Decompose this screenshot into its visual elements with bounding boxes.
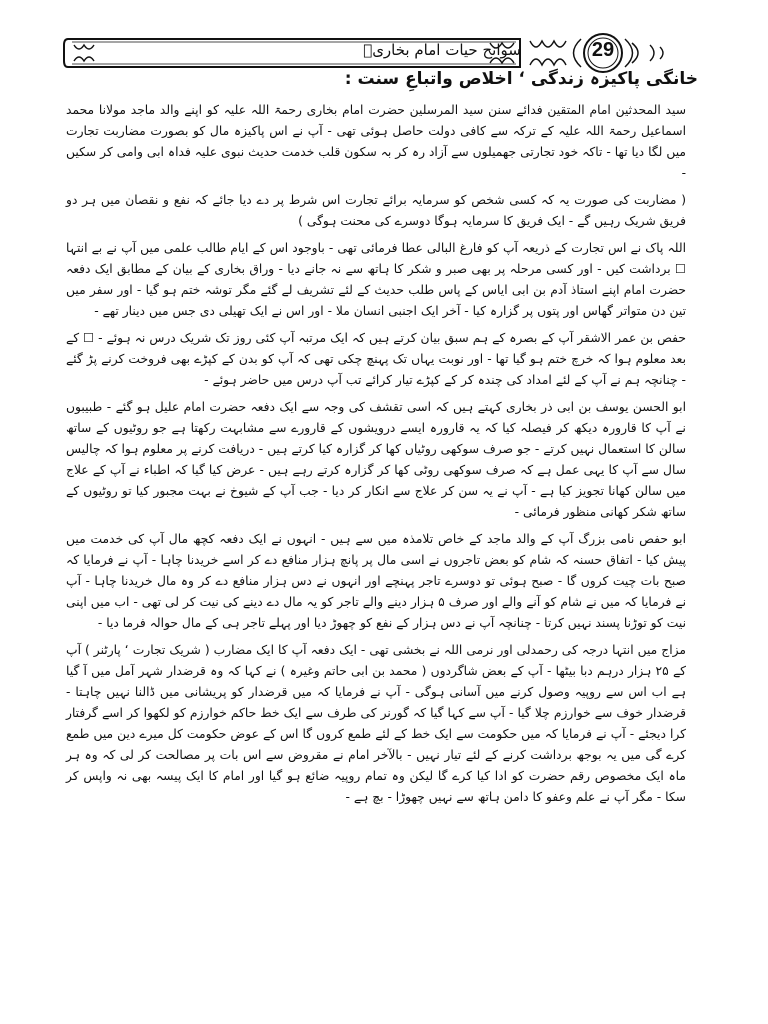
paragraph: ( مضاربت کی صورت یہ کہ کسی شخص کو سرمایہ برائے تجارت اس شرط پر دے دیا جائے کہ نفع و نقصان میں ہر دو فریق شریک رہیں گے - ایک فریق کا سرمایہ ہوگا دوسرے کی محنت ہوگی ) <box>66 193 686 228</box>
paragraph: ابو الحسن یوسف بن ابی ذر بخاری کہتے ہیں کہ اسی تقشف کی وجہ سے ایک دفعہ حضرت امام علیل ہو گئے - طبیبوں نے آپ کا قارورہ دیکھ کر فیصلہ کیا کہ یہ قارورہ ایسے درویشوں کے قارورے سے مشابہت رکھتا ہے جو روٹیوں کے ساتھ سالن کا استعمال نہیں کرتے - جو صرف سوکھی روٹیاں کھا کر گزارہ کیا کرتے ہیں - دریافت کرنے پر معلوم ہوا کہ چالیس سال سے آپ کا یہی عمل ہے کہ صرف سوکھی روٹی کھا کر گزارہ کرتے رہے ہیں - عرض کیا گیا کہ اطباء نے آپ کے علاج میں سالن کھانا تجویز کیا ہے - آپ نے یہ سن کر علاج سے انکار کر دیا - جب آپ کے شیوخ نے بہت مجبور کیا تو روٹیوں کے ساتھ شکر کھانی منظور فرمائی - <box>66 400 686 519</box>
paragraph: اللہ پاک نے اس تجارت کے ذریعہ آپ کو فارغ البالی عطا فرمائی تھی - باوجود اس کے ایام طالب علمی میں آپ نے بے انتہا ☐ برداشت کیں - اور کسی مرحلہ پر بھی صبر و شکر کا ہاتھ سے نہ جانے دیا - وراق بخاری کے بیان کے مطابق ایک دفعہ حضرت امام اپنے استاذ آدم بن ابی ایاس کے پاس طلب حدیث کے لئے تشریف لے گئے مگر توشہ ختم ہو گیا - اور سفر میں تین دن متواتر گھاس اور پتوں پر گزارہ کیا - آخر ایک اجنبی انسان ملا - اور اس نے ایک تھیلی دی جس میں دینار تھے - <box>66 241 686 318</box>
body-text <box>66 100 686 814</box>
paragraph: ابو حفص نامی بزرگ آپ کے والد ماجد کے خاص تلامذہ میں سے ہیں - انہوں نے ایک دفعہ کچھ مال آپ کی خدمت میں پیش کیا - اتفاق حسنہ کہ شام کو بعض تاجروں نے اسی مال پر پانچ ہزار منافع دے کر اسے خریدنا چاہا - آپ نے فرمایا کہ صبح بات چیت کروں گا - صبح ہوئی تو دوسرے تاجر پہنچے اور انہوں نے دس ہزار منافع دے کر وہ مال خریدنا چاہا - آپ نے فرمایا کہ میں نے شام کو آنے والے اور صرف ۵ ہزار دینے والے تاجر کو یہ مال دے دینے کی نیت کر لی تھی - اب میں اپنی نیت کو توڑنا پسند نہیں کرتا - چنانچہ آپ نے دس ہزار کے نفع کو چھوڑ دیا اور پہلے تاجر ہی کے مال حوالہ فرما دیا - <box>66 532 686 630</box>
paragraph: حفص بن عمر الاشقر آپ کے بصرہ کے ہم سبق بیان کرتے ہیں کہ ایک مرتبہ آپ کئی روز تک شریک درس نہ ہوئے - ☐ کے بعد معلوم ہوا کہ خرچ ختم ہو گیا تھا - اور نوبت یہاں تک پہنچ چکی تھی کہ آپ کو بدن کے کپڑے بھی فروخت کرنے پڑ گئے - چنانچہ ہم نے آپ کے لئے امداد کی چندہ کر کے کپڑے تیار کرائے تب آپ درس میں حاضر ہوئے - <box>66 331 686 387</box>
paragraph: مزاج میں انتہا درجہ کی رحمدلی اور نرمی اللہ نے بخشی تھی - ایک دفعہ آپ کا ایک مضارب ( شریک تجارت ‘ پارٹنر ) آپ کے ۲۵ ہزار درہم دبا بیٹھا - آپ کے بعض شاگردوں ( محمد بن ابی حاتم وغیرہ ) نے کہا کہ وہ قرضدار شہر آمل میں آ گیا ہے اب اس سے روپیہ وصول کرنے میں آسانی ہوگی - آپ نے فرمایا کہ میں قرضدار کو پریشانی میں ڈالنا نہیں چاہتا - قرضدار خوف سے خوارزم چلا گیا - آپ سے کہا گیا کہ گورنر کی طرف سے ایک خط حاکم خوارزم کو لکھوا کر اسے گرفتار کرا دیجئے - آپ نے فرمایا کہ میں حکومت سے ایک خط کے لئے طمع کروں گا اس کے عوض حکومت کل میرے دین میں طمع کرے گی میں یہ بوجھ برداشت کرنے کے لئے تیار نہیں - بالآخر امام نے مقروض سے اس بات پر مصالحت کر لی کہ وہ ہر ماہ ایک مخصوص رقم حضرت کو ادا کیا کرے گا لیکن وہ تمام روپیہ ضائع ہو گیا اور امام کا ایک پیسہ بھی نہ واپس کر سکا - مگر آپ نے علم وعفو کا دامن ہاتھ سے نہیں چھوڑا - بچ ہے - <box>66 643 686 804</box>
page-number: 29 <box>591 39 615 61</box>
paragraph: سید المحدثین امام المتقین فدائے سنن سید المرسلین حضرت امام بخاری رحمۃ اللہ علیہ کو اپنے والد ماجد مولانا محمد اسماعیل رحمۃ اللہ علیہ کے ترکہ سے کافی دولت حاصل ہوئی تھی - آپ نے اس پاکیزہ مال کو بصورت مضاربت تجارت میں لگا دیا تھا - تاکہ خود تجارتی جھمیلوں سے آزاد رہ کر بہ سکون قلب خدمت حدیث نبوی علیہ فداہ ابی وامی کر سکیں - <box>66 103 686 180</box>
book-title: سوانح حیات امام بخاریؒ <box>363 41 521 59</box>
section-heading: خانگی پاکیزہ زندگی ‘ اخلاص واتباعِ سنت : <box>344 69 698 89</box>
page-header <box>60 33 692 73</box>
